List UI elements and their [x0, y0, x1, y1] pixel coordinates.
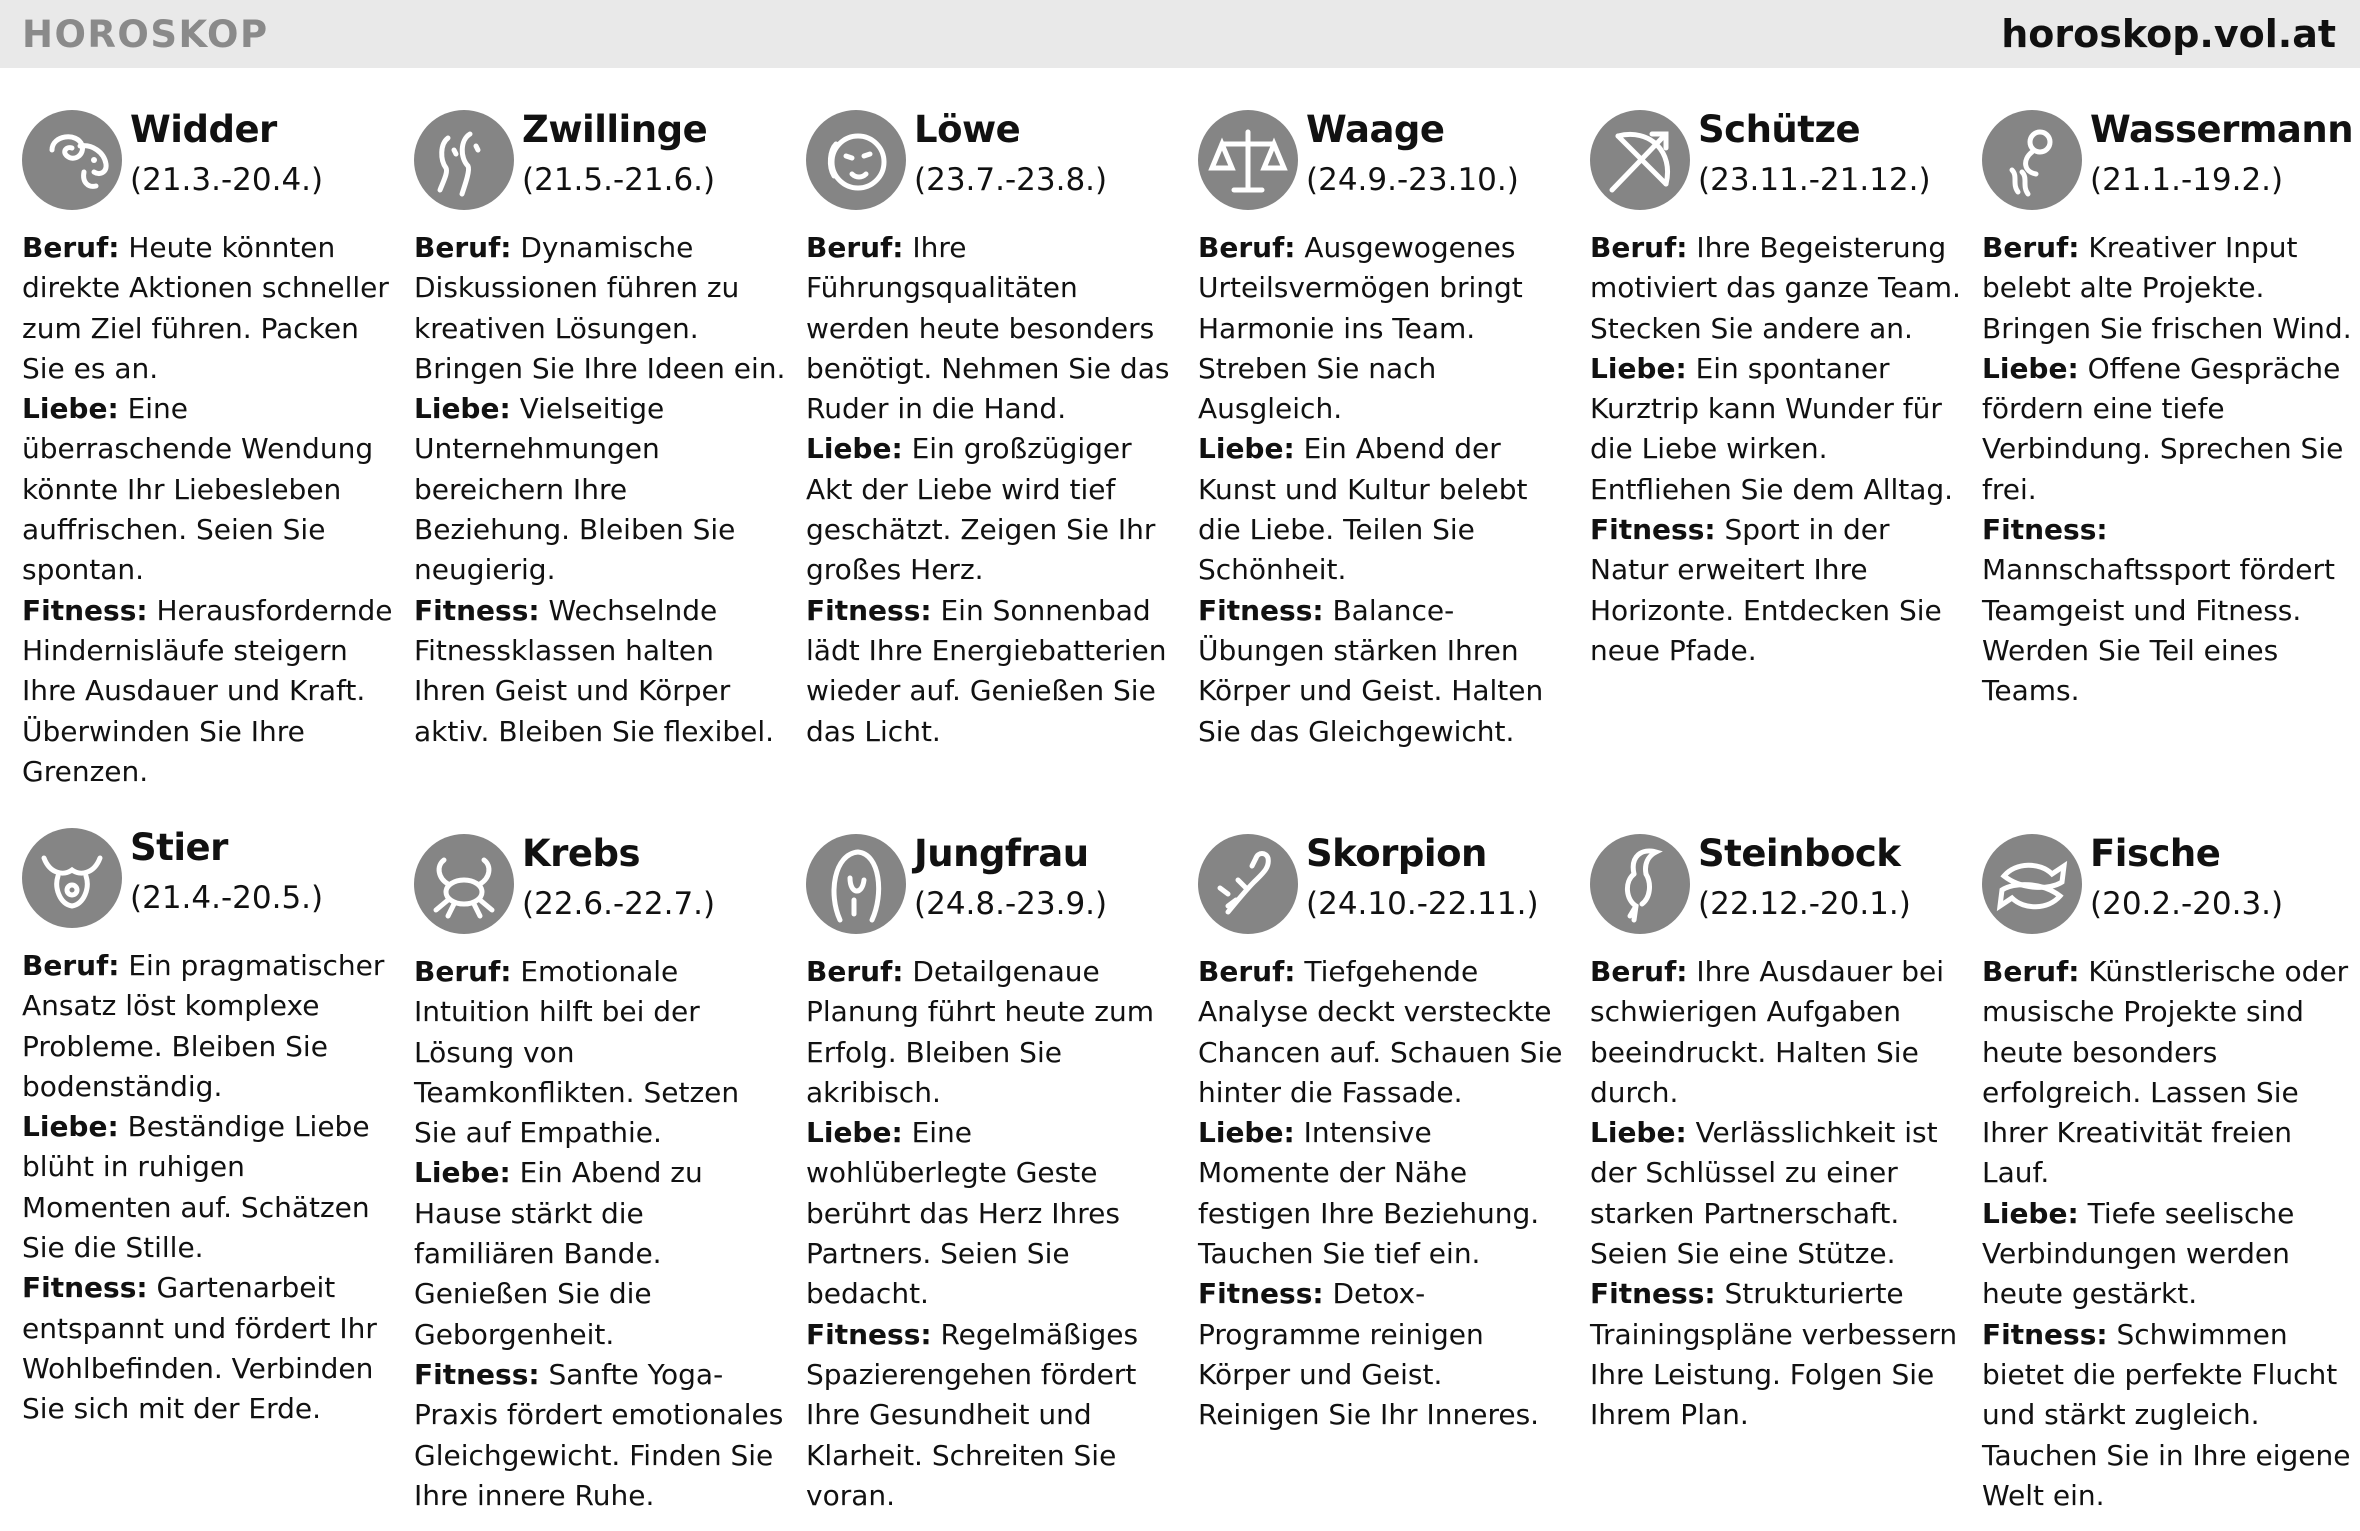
fitness-label: Fitness: [1198, 593, 1324, 627]
sign-date: (24.8.-23.9.) [914, 886, 1108, 922]
fitness-label: Fitness: [1982, 513, 2108, 547]
job-forecast [1590, 228, 1962, 349]
love-forecast [1198, 1113, 1570, 1274]
fitness-forecast [1590, 510, 1962, 671]
sign-name: Zwillinge [522, 108, 708, 151]
love-label: Liebe: [806, 1116, 903, 1150]
sign-name: Fische [2090, 832, 2221, 875]
sign-date: (20.2.-20.3.) [2090, 886, 2284, 922]
fitness-forecast [414, 1355, 786, 1516]
love-forecast [1982, 1194, 2354, 1315]
fitness-forecast [414, 591, 786, 752]
fitness-label: Fitness: [1198, 1277, 1324, 1311]
sign-name: Waage [1306, 108, 1445, 151]
sign-card-stier [22, 828, 394, 1430]
love-text: Offene Gespräche fördern eine tiefe Verbindung. Sprechen Sie frei. [1982, 351, 2344, 506]
fitness-text: Gartenarbeit entspannt und fördert Ihr Wohlbefinden. Verbinden Sie sich mit der Erde. [22, 1271, 377, 1426]
job-text: Ein pragmatischer Ansatz löst komplexe Probleme. Bleiben Sie bodenständig. [22, 949, 385, 1103]
scales-icon [1198, 110, 1298, 210]
job-text: Tiefgehende Analyse deckt versteckte Chancen auf. Schauen Sie hinter die Fassade. [1198, 955, 1563, 1109]
fitness-text: Regelmäßiges Spazierengehen fördert Ihre Gesundheit und Klarheit. Schreiten Sie voran. [806, 1317, 1139, 1512]
sign-name: Steinbock [1698, 832, 1901, 875]
job-text: Ausgewogenes Urteilsvermögen bringt Harmonie ins Team. Streben Sie nach Ausgleich. [1198, 231, 1523, 426]
sign-date: (22.12.-20.1.) [1698, 886, 1911, 922]
love-text: Ein Abend der Kunst und Kultur belebt die Liebe. Teilen Sie Schönheit. [1198, 432, 1528, 587]
sign-name: Widder [130, 108, 277, 151]
fitness-forecast [806, 1315, 1178, 1516]
fitness-text: Sanfte Yoga-Praxis fördert emotionales Gleichgewicht. Finden Sie Ihre innere Ruhe. [414, 1357, 784, 1512]
fitness-text: Mannschaftssport fördert Teamgeist und Fitness. Werden Sie Teil eines Teams. [1982, 553, 2336, 708]
fitness-forecast [22, 1268, 394, 1429]
fitness-text: Sport in der Natur erweitert Ihre Horizonte. Entdecken Sie neue Pfade. [1590, 513, 1942, 667]
twins-icon [414, 110, 514, 210]
sign-date: (23.7.-23.8.) [914, 162, 1108, 198]
sign-card-zwillinge [414, 110, 786, 752]
ram-icon [22, 110, 122, 210]
page-title: HOROSKOP [22, 12, 269, 56]
job-label: Beruf: [1198, 231, 1296, 264]
fitness-label: Fitness: [22, 1271, 148, 1305]
sign-card-skorpion [1198, 834, 1570, 1436]
job-label: Beruf: [22, 949, 120, 982]
love-label: Liebe: [22, 1110, 119, 1144]
love-text: Ein großzügiger Akt der Liebe wird tief geschätzt. Zeigen Sie Ihr großes Herz. [806, 432, 1156, 587]
fitness-label: Fitness: [806, 593, 932, 627]
job-forecast [414, 952, 786, 1153]
love-label: Liebe: [1982, 1196, 2079, 1230]
sign-date: (24.9.-23.10.) [1306, 162, 1519, 198]
job-text: Kreativer Input belebt alte Projekte. Bringen Sie frischen Wind. [1982, 231, 2352, 345]
water-bearer-icon [1982, 110, 2082, 210]
love-text: Verlässlichkeit ist der Schlüssel zu einer starken Partnerschaft. Seien Sie eine Stütze. [1590, 1116, 1938, 1271]
love-text: Intensive Momente der Nähe festigen Ihre Beziehung. Tauchen Sie tief ein. [1198, 1116, 1540, 1271]
fitness-label: Fitness: [414, 1357, 540, 1391]
sign-name: Jungfrau [914, 832, 1089, 875]
job-label: Beruf: [1590, 955, 1688, 988]
love-forecast [22, 1107, 394, 1268]
love-forecast [806, 1113, 1178, 1314]
job-forecast [1982, 952, 2354, 1194]
fitness-forecast [1198, 1274, 1570, 1435]
sign-date: (24.10.-22.11.) [1306, 886, 1539, 922]
fitness-forecast [806, 591, 1178, 752]
love-forecast [1590, 1113, 1962, 1274]
fitness-text: Herausfordernde Hindernisläufe steigern Ihre Ausdauer und Kraft. Überwinden Sie Ihre Grenzen. [22, 593, 393, 788]
sign-name: Stier [130, 826, 228, 869]
fitness-text: Detox-Programme reinigen Körper und Geist. Reinigen Sie Ihr Inneres. [1198, 1277, 1540, 1432]
job-forecast [1198, 228, 1570, 429]
fitness-forecast [1590, 1274, 1962, 1435]
love-forecast [1590, 349, 1962, 510]
love-forecast [414, 1153, 786, 1354]
love-text: Eine überraschende Wendung könnte Ihr Liebesleben auffrischen. Seien Sie spontan. [22, 392, 374, 587]
love-text: Ein Abend zu Hause stärkt die familiären Bande. Genießen Sie die Geborgenheit. [414, 1156, 703, 1351]
job-label: Beruf: [414, 231, 512, 264]
sign-date: (21.1.-19.2.) [2090, 162, 2284, 198]
job-label: Beruf: [806, 231, 904, 264]
sign-card-widder [22, 110, 394, 792]
job-text: Künstlerische oder musische Projekte sind heute besonders erfolgreich. Lassen Sie Ihrer Kreativität freien Lauf. [1982, 955, 2349, 1190]
sign-name: Wassermann [2090, 108, 2354, 151]
sign-card-waage [1198, 110, 1570, 752]
fitness-text: Schwimmen bietet die perfekte Flucht und stärkt zugleich. Tauchen Sie in Ihre eigene Welt ein. [1982, 1317, 2351, 1512]
bull-icon [22, 828, 122, 928]
job-text: Ihre Führungsqualitäten werden heute besonders benötigt. Nehmen Sie das Ruder in die Hand. [806, 231, 1170, 426]
site-url[interactable]: horoskop.vol.at [2001, 12, 2336, 56]
job-label: Beruf: [806, 955, 904, 988]
job-label: Beruf: [1982, 231, 2080, 264]
fitness-text: Ein Sonnenbad lädt Ihre Energiebatterien wieder auf. Genießen Sie das Licht. [806, 593, 1167, 748]
job-label: Beruf: [414, 955, 512, 988]
fitness-label: Fitness: [414, 593, 540, 627]
love-text: Vielseitige Unternehmungen bereichern Ihre Beziehung. Bleiben Sie neugierig. [414, 392, 736, 587]
job-forecast [1590, 952, 1962, 1113]
sign-card-jungfrau [806, 834, 1178, 1516]
sign-name: Löwe [914, 108, 1021, 151]
fitness-label: Fitness: [1590, 1277, 1716, 1311]
love-forecast [806, 429, 1178, 590]
job-text: Detailgenaue Planung führt heute zum Erfolg. Bleiben Sie akribisch. [806, 955, 1155, 1109]
virgin-icon [806, 834, 906, 934]
fitness-label: Fitness: [806, 1317, 932, 1351]
job-text: Emotionale Intuition hilft bei der Lösung von Teamkonflikten. Setzen Sie auf Empathie. [414, 955, 740, 1150]
love-text: Eine wohlüberlegte Geste berührt das Herz Ihres Partners. Seien Sie bedacht. [806, 1116, 1120, 1311]
love-text: Ein spontaner Kurztrip kann Wunder für die Liebe wirken. Entfliehen Sie dem Alltag. [1590, 351, 1954, 506]
job-text: Ihre Ausdauer bei schwierigen Aufgaben beeindruckt. Halten Sie durch. [1590, 955, 1944, 1109]
job-label: Beruf: [1590, 231, 1688, 264]
sign-date: (22.6.-22.7.) [522, 886, 716, 922]
fitness-forecast [22, 591, 394, 792]
job-label: Beruf: [1198, 955, 1296, 988]
job-forecast [1198, 952, 1570, 1113]
love-label: Liebe: [1982, 351, 2079, 385]
fitness-label: Fitness: [22, 593, 148, 627]
fitness-forecast [1198, 591, 1570, 752]
job-label: Beruf: [22, 231, 120, 264]
love-forecast [22, 389, 394, 590]
sign-card-fische [1982, 834, 2354, 1516]
love-label: Liebe: [414, 392, 511, 426]
scorpion-icon [1198, 834, 1298, 934]
job-forecast [414, 228, 786, 389]
sign-card-steinbock [1590, 834, 1962, 1436]
job-forecast [22, 946, 394, 1107]
sign-card-krebs [414, 834, 786, 1516]
sign-date: (21.4.-20.5.) [130, 880, 324, 916]
love-text: Beständige Liebe blüht in ruhigen Momenten auf. Schätzen Sie die Stille. [22, 1110, 370, 1265]
job-forecast [806, 228, 1178, 429]
sign-name: Krebs [522, 832, 641, 875]
sign-date: (23.11.-21.12.) [1698, 162, 1931, 198]
archer-icon [1590, 110, 1690, 210]
sign-date: (21.3.-20.4.) [130, 162, 324, 198]
fish-icon [1982, 834, 2082, 934]
fitness-text: Strukturierte Trainingspläne verbessern Ihre Leistung. Folgen Sie Ihrem Plan. [1590, 1277, 1958, 1432]
fitness-text: Balance-Übungen stärken Ihren Körper und Geist. Halten Sie das Gleichgewicht. [1198, 593, 1544, 748]
sign-date: (21.5.-21.6.) [522, 162, 716, 198]
love-label: Liebe: [1590, 1116, 1687, 1150]
job-text: Heute könnten direkte Aktionen schneller zum Ziel führen. Packen Sie es an. [22, 231, 389, 385]
job-forecast [22, 228, 394, 389]
fitness-forecast [1982, 1315, 2354, 1516]
lion-icon [806, 110, 906, 210]
job-forecast [806, 952, 1178, 1113]
love-text: Tiefe seelische Verbindungen werden heute gestärkt. [1982, 1196, 2295, 1311]
fitness-forecast [1982, 510, 2354, 711]
sign-card-loewe [806, 110, 1178, 752]
sign-card-schuetze [1590, 110, 1962, 671]
love-label: Liebe: [414, 1156, 511, 1190]
love-forecast [1198, 429, 1570, 590]
fitness-label: Fitness: [1590, 513, 1716, 547]
job-text: Dynamische Diskussionen führen zu kreativen Lösungen. Bringen Sie Ihre Ideen ein. [414, 231, 786, 385]
love-forecast [414, 389, 786, 590]
sign-name: Schütze [1698, 108, 1861, 151]
goat-icon [1590, 834, 1690, 934]
love-label: Liebe: [806, 432, 903, 466]
love-label: Liebe: [1590, 351, 1687, 385]
fitness-label: Fitness: [1982, 1317, 2108, 1351]
love-label: Liebe: [1198, 432, 1295, 466]
sign-name: Skorpion [1306, 832, 1487, 875]
love-label: Liebe: [22, 392, 119, 426]
job-label: Beruf: [1982, 955, 2080, 988]
sign-card-wassermann [1982, 110, 2354, 712]
fitness-text: Wechselnde Fitnessklassen halten Ihren Geist und Körper aktiv. Bleiben Sie flexibel. [414, 593, 775, 748]
job-forecast [1982, 228, 2354, 349]
love-forecast [1982, 349, 2354, 510]
love-label: Liebe: [1198, 1116, 1295, 1150]
job-text: Ihre Begeisterung motiviert das ganze Team. Stecken Sie andere an. [1590, 231, 1961, 345]
crab-icon [414, 834, 514, 934]
